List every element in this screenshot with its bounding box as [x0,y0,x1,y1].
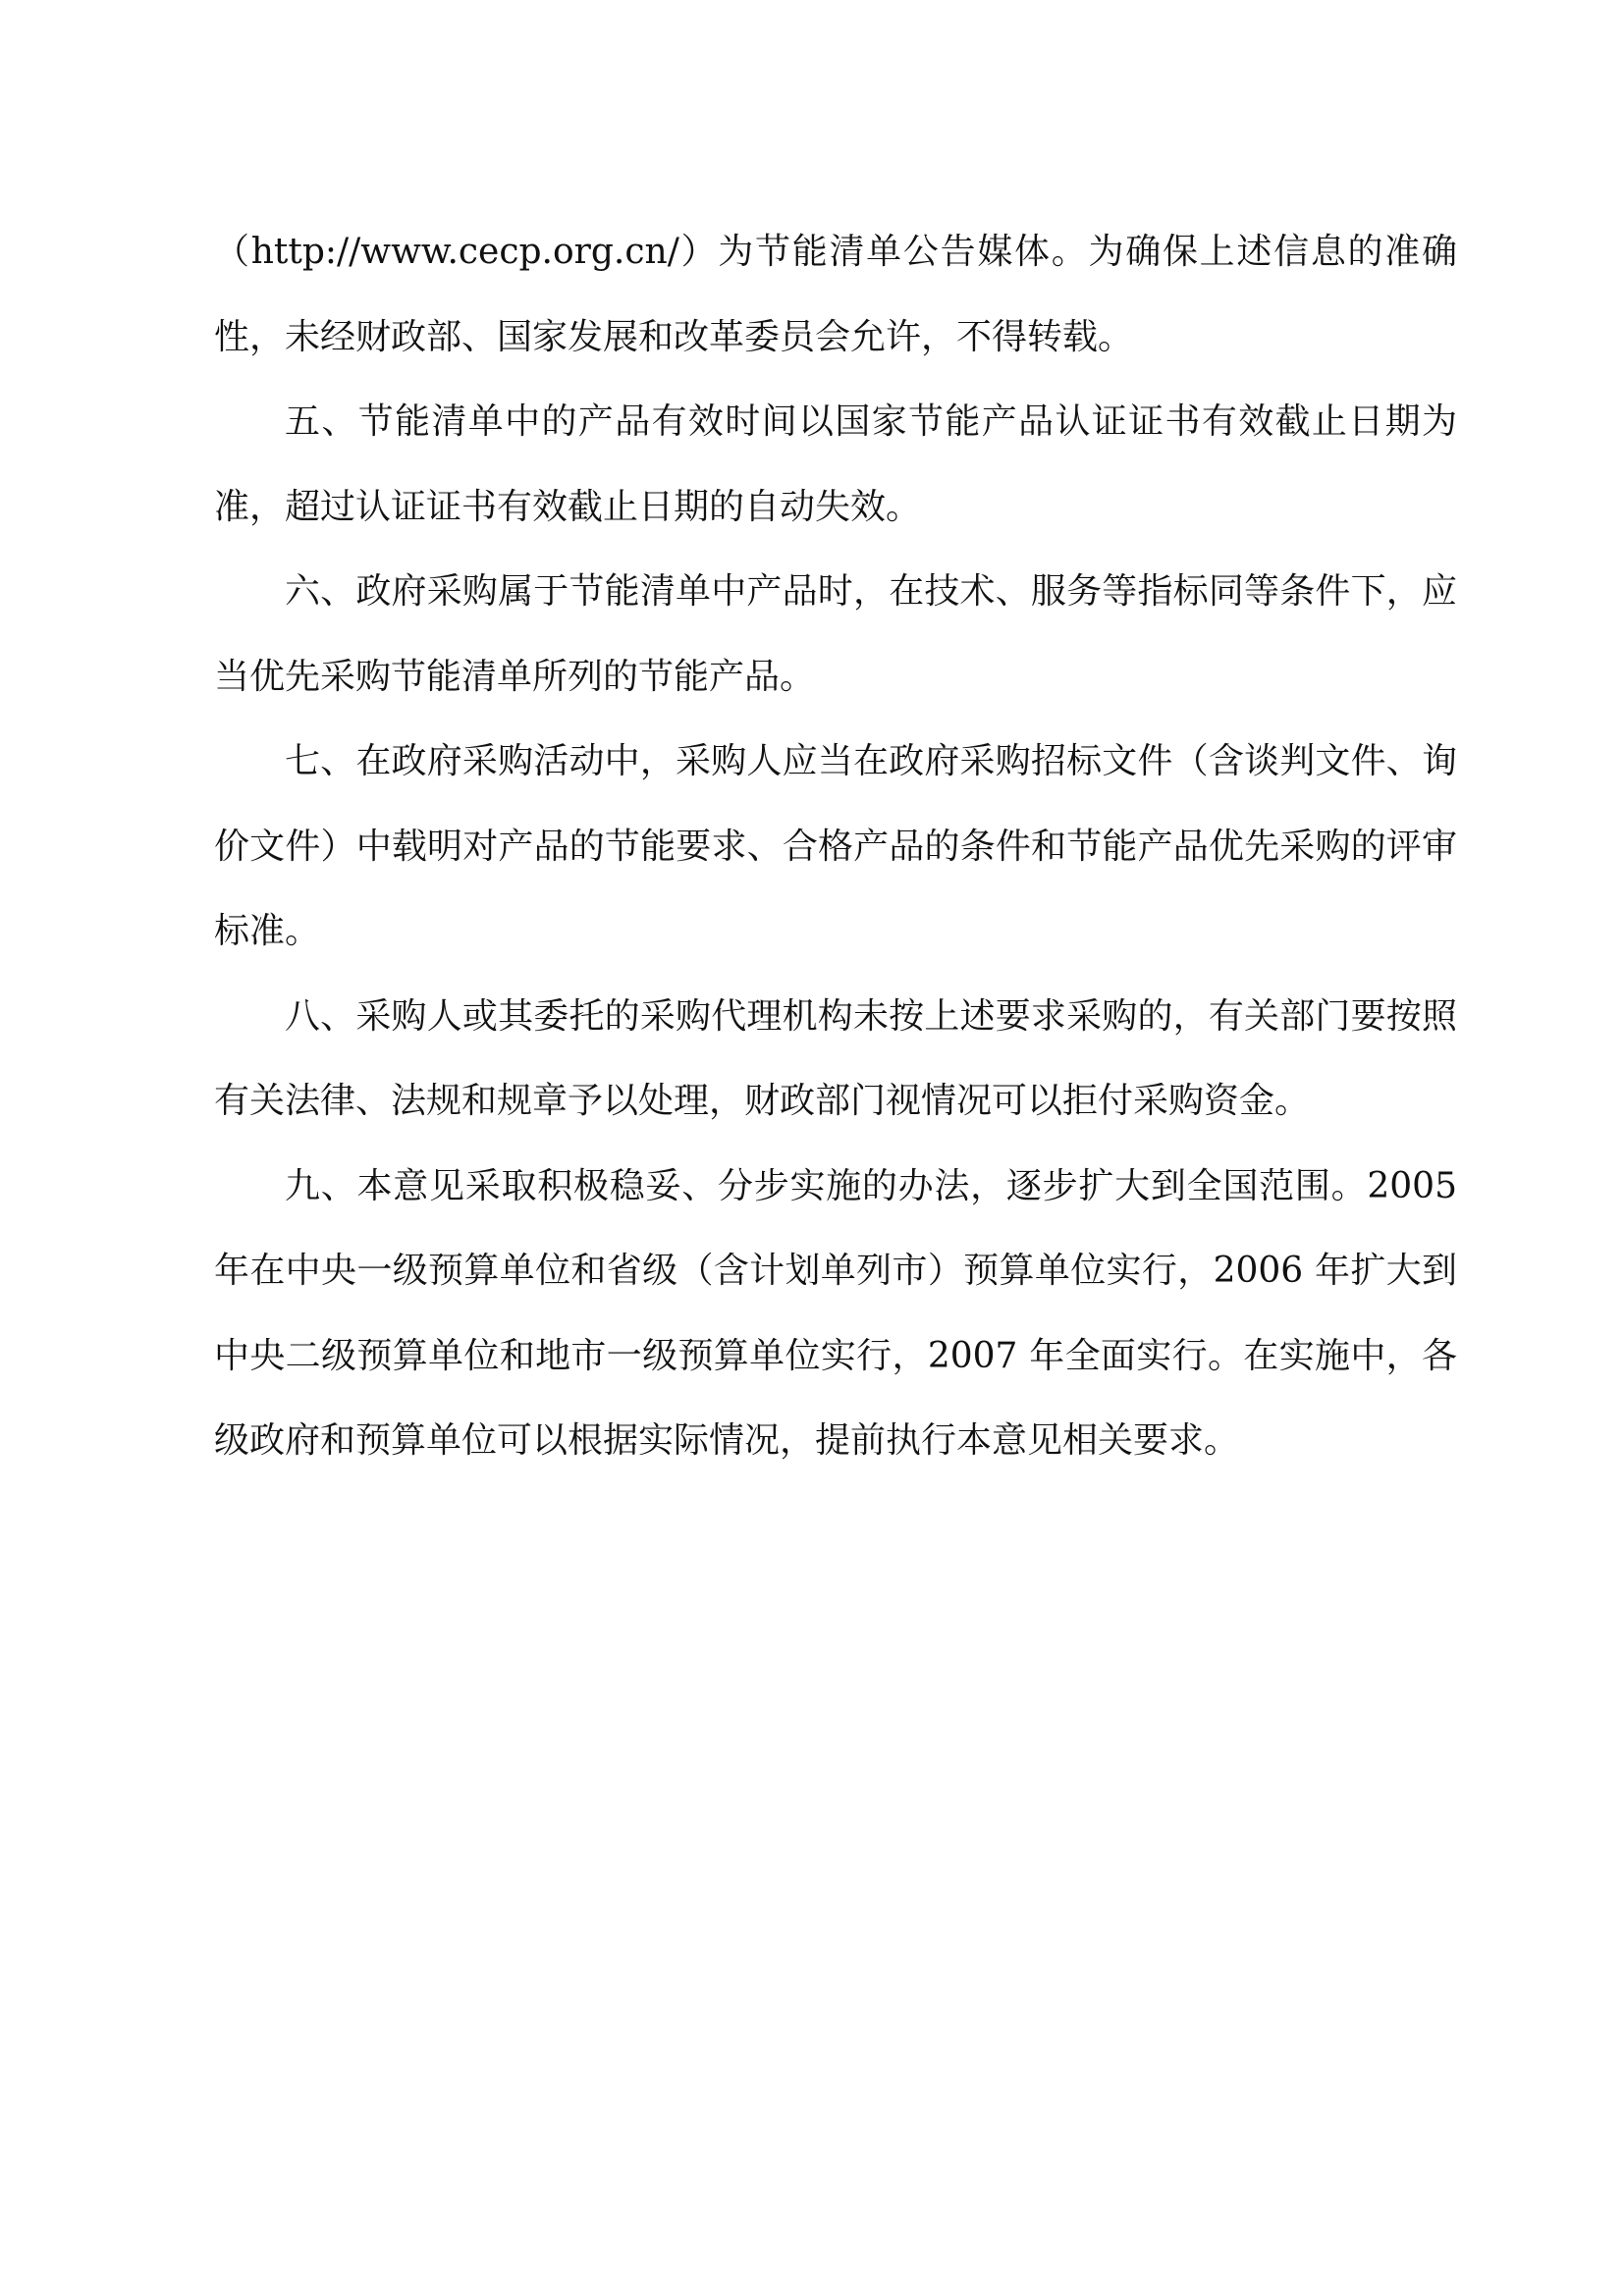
paragraph-continuation: （http://www.cecp.org.cn/）为节能清单公告媒体。为确保上述信息的准确性，未经财政部、国家发展和改革委员会允许，不得转载。 [214,232,1457,357]
document-body [214,210,1457,1484]
paragraph-item-9: 九、本意见采取积极稳妥、分步实施的办法，逐步扩大到全国范围。2005 年在中央一级预算单位和省级（含计划单列市）预算单位实行，2006 年扩大到中央二级预算单位和地市一级预算单位实行，2007 年全面实行。在实施中，各级政府和预算单位可以根据实际情况，提前执行本意见相关要求。 [214,1165,1457,1461]
paragraph-item-7: 七、在政府采购活动中，采购人应当在政府采购招标文件（含谈判文件、询价文件）中载明对产品的节能要求、合格产品的条件和节能产品优先采购的评审标准。 [214,741,1457,951]
paragraph-item-5: 五、节能清单中的产品有效时间以国家节能产品认证证书有效截止日期为准，超过认证证书有效截止日期的自动失效。 [214,401,1457,527]
paragraph-item-8: 八、采购人或其委托的采购代理机构未按上述要求采购的，有关部门要按照有关法律、法规和规章予以处理，财政部门视情况可以拒付采购资金。 [214,995,1457,1121]
paragraph-item-6: 六、政府采购属于节能清单中产品时，在技术、服务等指标同等条件下，应当优先采购节能清单所列的节能产品。 [214,571,1457,697]
